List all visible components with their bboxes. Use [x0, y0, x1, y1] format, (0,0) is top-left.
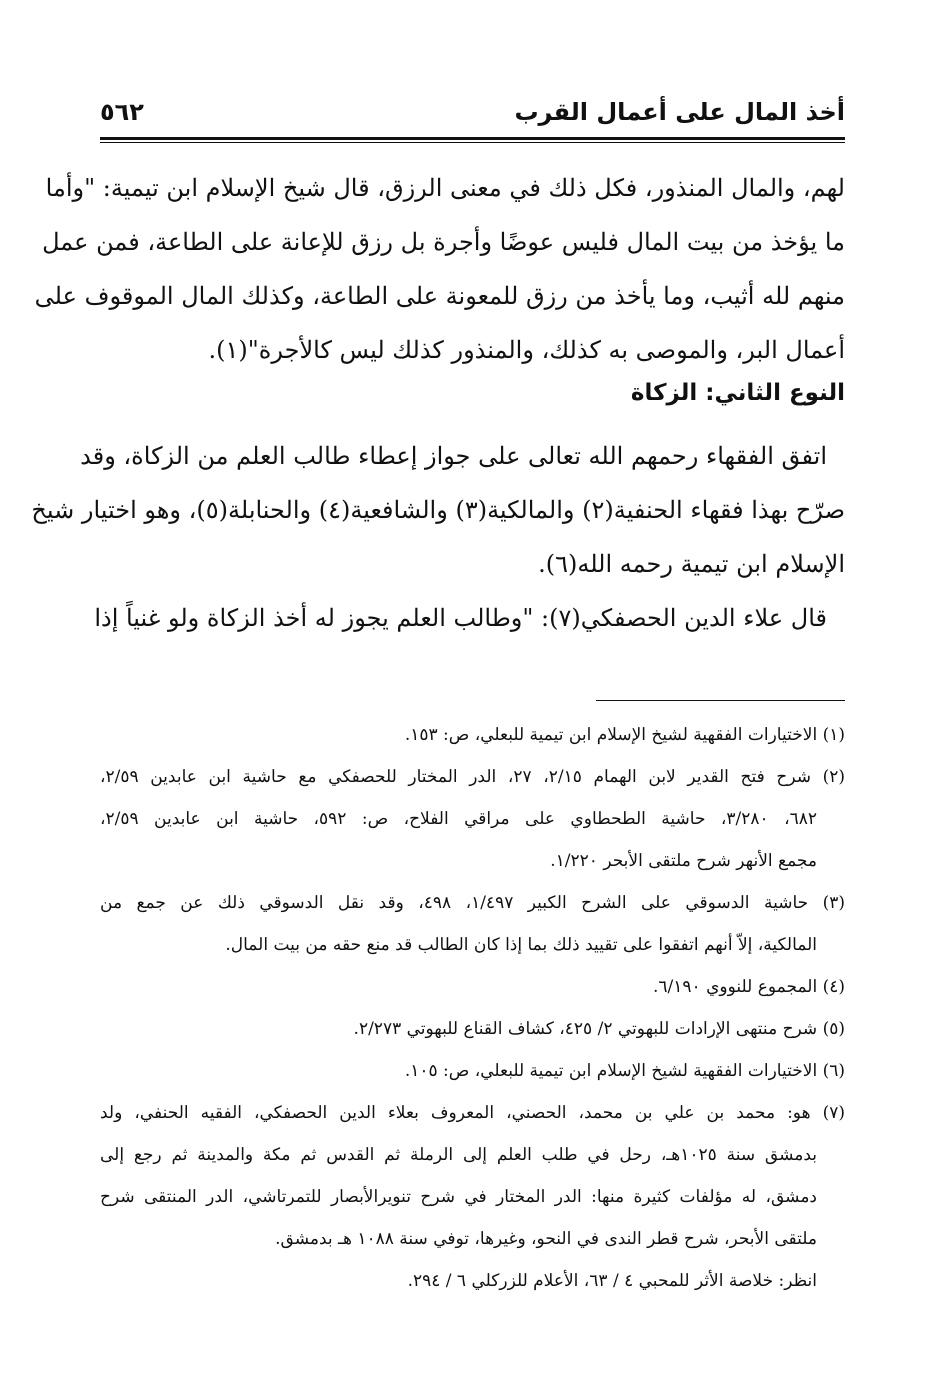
- footnote-line: المالكية، إلاّ أنهم اتفقوا على تقييد ذلك بما إذا كان الطالب قد منع حقه من بيت المال.: [225, 935, 817, 955]
- footnote-line: (٧) هو: محمد بن علي بن محمد، الحصني، المعروف بعلاء الدين الحصفكي، الفقيه الحنفي، ولد: [100, 1103, 845, 1123]
- body-line: أعمال البر، والموصى به كذلك، والمنذور كذلك ليس كالأجرة"(١).: [208, 336, 845, 364]
- body-line: اتفق الفقهاء رحمهم الله تعالى على جواز إعطاء طالب العلم من الزكاة، وقد: [80, 442, 827, 470]
- body-line: ما يؤخذ من بيت المال فليس عوضًا وأجرة بل رزق للإعانة على الطاعة، فمن عمل: [42, 228, 845, 256]
- page-header: [100, 96, 845, 132]
- footnote-line: (٣) حاشية الدسوقي على الشرح الكبير ١/٤٩٧، ٤٩٨، وقد نقل الدسوقي ذلك عن جمع من: [100, 893, 845, 913]
- section-heading: النوع الثاني: الزكاة: [630, 380, 845, 406]
- footnote-line: (٦) الاختيارات الفقهية لشيخ الإسلام ابن تيمية للبعلي، ص: ١٠٥.: [404, 1061, 845, 1081]
- running-title: أخذ المال على أعمال القرب: [514, 98, 845, 126]
- footnote-line: ٦٨٢، ٣/٢٨٠، حاشية الطحطاوي على مراقي الفلاح، ص: ٥٩٢، حاشية ابن عابدين ٢/٥٩،: [100, 809, 817, 829]
- footnote-line: (٢) شرح فتح القدير لابن الهمام ٢/١٥، ٢٧، الدر المختار للحصفكي مع حاشية ابن عابدين ٢/٥٩،: [100, 767, 845, 787]
- footnote-line: (٤) المجموع للنووي ٦/١٩٠.: [653, 977, 845, 997]
- header-rule: [100, 137, 845, 143]
- body-line: منهم لله أثيب، وما يأخذ من رزق للمعونة على الطاعة، وكذلك المال الموقوف على: [34, 282, 845, 310]
- footnote-line: دمشق، له مؤلفات كثيرة منها: الدر المختار في شرح تنويرالأبصار للتمرتاشي، الدر المنتقى شرح: [100, 1187, 817, 1207]
- footnote-line: (٥) شرح منتهى الإرادات للبهوتي ٢/ ٤٢٥، كشاف القناع للبهوتي ٢/٢٧٣.: [353, 1019, 845, 1039]
- footnote-line: (١) الاختيارات الفقهية لشيخ الإسلام ابن تيمية للبعلي، ص: ١٥٣.: [404, 725, 845, 745]
- body-line: الإسلام ابن تيمية رحمه الله(٦).: [538, 550, 845, 578]
- footnote-line: بدمشق سنة ١٠٢٥هـ، رحل في طلب العلم إلى الرملة ثم القدس ثم مكة والمدينة ثم رجع إلى: [100, 1145, 817, 1165]
- page-number: ٥٦٢: [100, 98, 144, 126]
- body-line: قال علاء الدين الحصفكي(٧): "وطالب العلم يجوز له أخذ الزكاة ولو غنياً إذا: [94, 604, 827, 632]
- body-line: صرّح بهذا فقهاء الحنفية(٢) والمالكية(٣) والشافعية(٤) والحنابلة(٥)، وهو اختيار شيخ: [31, 496, 845, 524]
- footnote-line: انظر: خلاصة الأثر للمحبي ٤ / ٦٣، الأعلام للزركلي ٦ / ٢٩٤.: [407, 1271, 817, 1291]
- body-line: لهم، والمال المنذور، فكل ذلك في معنى الرزق، قال شيخ الإسلام ابن تيمية: "وأما: [45, 174, 845, 202]
- footnote-line: مجمع الأنهر شرح ملتقى الأبحر ١/٢٢٠.: [550, 851, 817, 871]
- footnote-line: ملتقى الأبحر، شرح قطر الندى في النحو، وغيرها، توفي سنة ١٠٨٨ هـ بدمشق.: [275, 1229, 817, 1249]
- footnote-separator: [596, 700, 845, 701]
